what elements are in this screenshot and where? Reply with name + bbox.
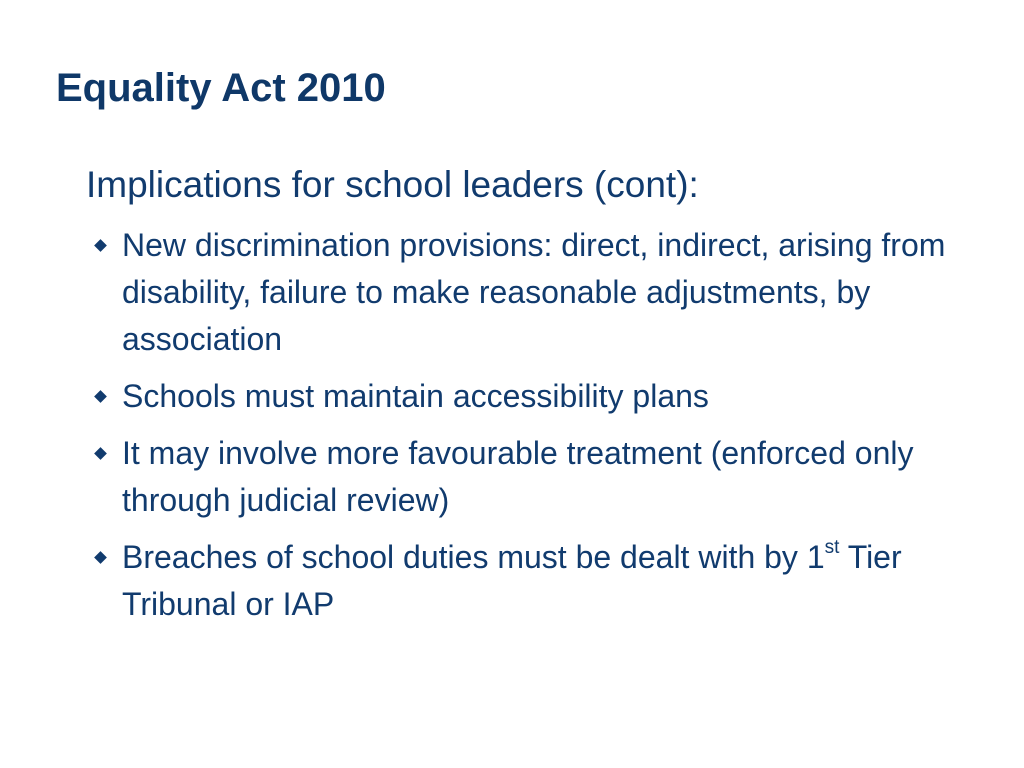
bullet-item xyxy=(92,222,992,363)
bullet-text: It may involve more favourable treatment (enforced only through judicial review) xyxy=(122,435,914,518)
ordinal-superscript: st xyxy=(824,537,840,559)
slide-title: Equality Act 2010 xyxy=(56,66,386,110)
bullet-text-start: Breaches of school duties must be dealt with by 1 xyxy=(122,539,825,575)
diamond-bullet-icon xyxy=(94,239,107,252)
diamond-bullet-icon xyxy=(94,551,107,564)
bullet-item xyxy=(92,534,992,628)
diamond-bullet-icon xyxy=(94,447,107,460)
bullet-item xyxy=(92,373,992,420)
slide-subheading: Implications for school leaders (cont): xyxy=(86,164,699,205)
bullet-text: New discrimination provisions: direct, indirect, arising from disability, failure to make reasonable adjustments, by association xyxy=(122,227,946,357)
bullet-text: Schools must maintain accessibility plans xyxy=(122,378,709,414)
bullet-text-end: Tier Tribunal or IAP xyxy=(122,539,902,622)
bullet-item xyxy=(92,430,992,524)
diamond-bullet-icon xyxy=(94,390,107,403)
bullet-text xyxy=(122,539,902,622)
bullet-list xyxy=(92,222,992,638)
